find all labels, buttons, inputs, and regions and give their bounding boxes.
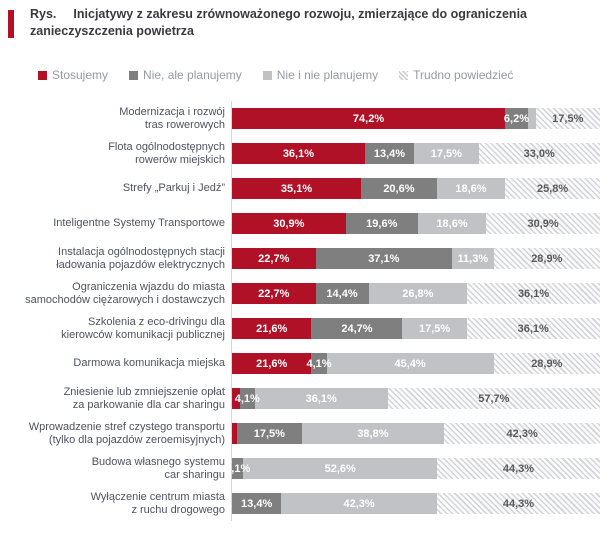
- bar-segment: [232, 353, 311, 374]
- figure-title: [30, 6, 586, 40]
- segment-value-label: 21,6%: [256, 357, 288, 370]
- bar-row: [5, 241, 600, 276]
- category-label-line: rowerów miejskich: [135, 153, 225, 166]
- bar-segment: [232, 318, 311, 339]
- bar-segment: [414, 143, 478, 164]
- figure-label: Rys.: [30, 7, 57, 21]
- bar-segment: [452, 248, 494, 269]
- segment-value-label: 36,1%: [305, 392, 337, 405]
- bar-stack: [225, 458, 600, 479]
- legend-label: Stosujemy: [52, 68, 109, 82]
- legend-label: Trudno powiedzieć: [413, 68, 514, 82]
- bar-segment: [306, 353, 332, 374]
- bar-segment: [402, 318, 466, 339]
- category-label-line: kierowców komunikacji publicznej: [61, 328, 225, 341]
- bar-row: [5, 171, 600, 206]
- category-label: [5, 421, 231, 447]
- segment-value-label: 28,9%: [531, 357, 563, 370]
- segment-value-label: 21,6%: [256, 322, 288, 335]
- segment-value-label: 74,2%: [352, 112, 385, 125]
- bar-segment: [536, 108, 600, 129]
- category-label-line: Wprowadzenie stref czystego transportu: [28, 420, 225, 433]
- segment-value-label: 33,0%: [523, 147, 555, 160]
- legend: [38, 68, 513, 82]
- segment-value-label: 4,1%: [306, 357, 332, 370]
- category-label-line: Modernizacja i rozwój: [119, 105, 225, 118]
- category-label-line: samochodów ciężarowych i dostawczych: [25, 293, 225, 306]
- bar-segment: [346, 213, 418, 234]
- segment-value-label: 18,6%: [436, 217, 468, 230]
- segment-value-label: 36,1%: [282, 147, 315, 160]
- bar-segment: [437, 458, 600, 479]
- bar-row: [5, 206, 600, 241]
- bar-track: [231, 381, 600, 416]
- stacked-bar-chart: [5, 101, 600, 521]
- bar-segment: [243, 458, 437, 479]
- segment-value-label: 17,5%: [253, 427, 285, 440]
- category-label-line: Instalacja ogólnodostępnych stacji: [58, 245, 225, 258]
- bar-segment: [234, 388, 260, 409]
- bar-track: [225, 451, 600, 486]
- bar-stack: [232, 493, 600, 514]
- bar-segment: [311, 318, 402, 339]
- bar-segment: [232, 248, 316, 269]
- bar-track: [231, 346, 600, 381]
- category-label-line: Strefy „Parkuj i Jedź”: [122, 182, 225, 194]
- category-label: [5, 281, 231, 307]
- category-label: [5, 316, 231, 342]
- category-label: [5, 386, 231, 412]
- segment-value-label: 44,3%: [502, 462, 535, 475]
- segment-value-label: 11,3%: [457, 252, 489, 265]
- segment-value-label: 36,1%: [517, 322, 549, 335]
- bar-track: [231, 136, 600, 171]
- segment-value-label: 45,4%: [394, 357, 426, 370]
- segment-value-label: 4,1%: [234, 392, 260, 405]
- category-label: [5, 217, 231, 230]
- segment-value-label: 6,2%: [503, 112, 529, 125]
- bar-segment: [365, 143, 414, 164]
- bar-stack: [232, 213, 600, 234]
- bar-segment: [281, 493, 437, 514]
- bar-stack: [232, 318, 600, 339]
- bar-stack: [232, 283, 600, 304]
- bar-track: [231, 101, 600, 136]
- segment-value-label: 13,4%: [241, 497, 273, 510]
- bar-track: [231, 241, 600, 276]
- bar-track: [231, 311, 600, 346]
- segment-value-label: 35,1%: [280, 182, 313, 195]
- bar-segment: [232, 143, 365, 164]
- bar-track: [231, 206, 600, 241]
- segment-value-label: 18,6%: [455, 182, 487, 195]
- segment-value-label: 52,6%: [324, 462, 356, 475]
- bar-stack: [232, 143, 600, 164]
- bar-row: [5, 416, 600, 451]
- bar-segment: [232, 108, 505, 129]
- bar-track: [231, 276, 600, 311]
- category-label-line: Budowa własnego systemu: [91, 455, 225, 468]
- segment-value-label: 25,8%: [536, 182, 569, 195]
- category-label-line: Zniesienie lub zmniejszenie opłat: [63, 385, 225, 398]
- bar-segment: [232, 283, 316, 304]
- segment-value-label: 22,7%: [258, 252, 290, 265]
- segment-value-label: 20,6%: [383, 182, 415, 195]
- bar-segment: [467, 318, 600, 339]
- bar-stack: [232, 388, 600, 409]
- bar-row: [5, 136, 600, 171]
- bar-track: [231, 416, 600, 451]
- bar-segment: [316, 248, 453, 269]
- category-label-line: Szkolenia z eco-drivingu dla: [88, 315, 225, 328]
- legend-swatch-trudno-powiedziec: [399, 71, 408, 80]
- category-label-line: Flota ogólnodostępnych: [108, 140, 225, 153]
- bar-segment: [225, 458, 251, 479]
- bar-segment: [479, 143, 600, 164]
- category-label: [5, 182, 231, 195]
- bar-segment: [237, 423, 301, 444]
- segment-value-label: 44,3%: [502, 497, 535, 510]
- segment-value-label: 28,9%: [531, 252, 563, 265]
- legend-item-nie-i-nie-planujemy: [263, 68, 378, 82]
- segment-value-label: 30,9%: [527, 217, 559, 230]
- segment-value-label: 38,8%: [357, 427, 389, 440]
- bar-segment: [327, 353, 494, 374]
- bar-segment: [316, 283, 369, 304]
- bar-segment: [232, 213, 346, 234]
- bar-segment: [486, 213, 600, 234]
- bar-track: [231, 171, 600, 206]
- bar-segment: [528, 108, 536, 129]
- legend-swatch-nie-ale-planujemy: [129, 71, 138, 80]
- category-label: [5, 246, 231, 272]
- category-label-line: Wyłączenie centrum miasta: [90, 490, 225, 503]
- bar-stack: [232, 353, 600, 374]
- category-label: [5, 456, 231, 482]
- segment-value-label: 24,7%: [341, 322, 373, 335]
- bar-segment: [444, 423, 600, 444]
- category-label: [5, 491, 231, 517]
- bar-segment: [255, 388, 388, 409]
- figure-title-text: Inicjatywy z zakresu zrównoważonego rozwoju, zmierzające do ograniczenia zanieczyszczenia powietrza: [30, 7, 527, 38]
- category-label-line: za parkowanie dla car sharingu: [72, 398, 225, 411]
- segment-value-label: 30,9%: [273, 217, 305, 230]
- segment-value-label: 3,1%: [225, 462, 251, 475]
- bar-segment: [302, 423, 445, 444]
- category-label: [5, 141, 231, 167]
- bar-segment: [505, 108, 528, 129]
- category-label-line: tras rowerowych: [144, 118, 225, 131]
- legend-item-stosujemy: [38, 68, 108, 82]
- segment-value-label: 42,3%: [506, 427, 538, 440]
- segment-value-label: 17,5%: [430, 147, 462, 160]
- segment-value-label: 37,1%: [368, 252, 400, 265]
- bar-segment: [361, 178, 437, 199]
- category-label-line: (tylko dla pojazdów zeroemisyjnych): [48, 433, 225, 446]
- segment-value-label: 19,6%: [366, 217, 398, 230]
- category-label-line: Inteligentne Systemy Transportowe: [53, 217, 225, 229]
- segment-value-label: 22,7%: [258, 287, 290, 300]
- segment-value-label: 17,5%: [418, 322, 451, 335]
- bar-stack: [232, 178, 600, 199]
- category-label-line: Ograniczenia wjazdu do miasta: [72, 280, 225, 293]
- category-label: [5, 106, 231, 132]
- bar-segment: [494, 353, 600, 374]
- category-label: [5, 357, 231, 370]
- segment-value-label: 36,1%: [517, 287, 550, 300]
- bar-row: [5, 276, 600, 311]
- bar-segment: [418, 213, 486, 234]
- bar-stack: [232, 108, 600, 129]
- bar-segment: [232, 178, 361, 199]
- bar-row: [5, 346, 600, 381]
- legend-swatch-nie-i-nie-planujemy: [263, 71, 272, 80]
- figure-accent-bar: [8, 10, 14, 38]
- segment-value-label: 42,3%: [343, 497, 375, 510]
- bar-row: [5, 451, 600, 486]
- bar-row: [5, 381, 600, 416]
- bar-stack: [232, 248, 600, 269]
- legend-item-nie-ale-planujemy: [129, 68, 242, 82]
- bar-segment: [232, 493, 281, 514]
- segment-value-label: 17,5%: [552, 112, 584, 125]
- figure-header: [8, 6, 586, 40]
- category-label-line: z ruchu drogowego: [131, 503, 225, 516]
- bar-row: [5, 101, 600, 136]
- bar-segment: [369, 283, 468, 304]
- category-label-line: ładowania pojazdów elektrycznych: [56, 258, 225, 271]
- segment-value-label: 26,8%: [402, 287, 434, 300]
- bar-row: [5, 486, 600, 521]
- category-label-line: Darmowa komunikacja miejska: [73, 357, 225, 369]
- bar-stack: [232, 423, 600, 444]
- bar-segment: [388, 388, 600, 409]
- legend-label: Nie, ale planujemy: [143, 68, 242, 82]
- legend-swatch-stosujemy: [38, 71, 47, 80]
- legend-item-trudno-powiedziec: [399, 68, 513, 82]
- segment-value-label: 13,4%: [373, 147, 406, 160]
- bar-segment: [505, 178, 600, 199]
- bar-track: [231, 486, 600, 521]
- bar-segment: [467, 283, 600, 304]
- segment-value-label: 57,7%: [478, 392, 510, 405]
- bar-segment: [494, 248, 600, 269]
- segment-value-label: 14,4%: [326, 287, 358, 300]
- legend-label: Nie i nie planujemy: [276, 68, 379, 82]
- category-label-line: car sharingu: [164, 468, 225, 481]
- bar-segment: [437, 178, 505, 199]
- bar-segment: [437, 493, 600, 514]
- bar-row: [5, 311, 600, 346]
